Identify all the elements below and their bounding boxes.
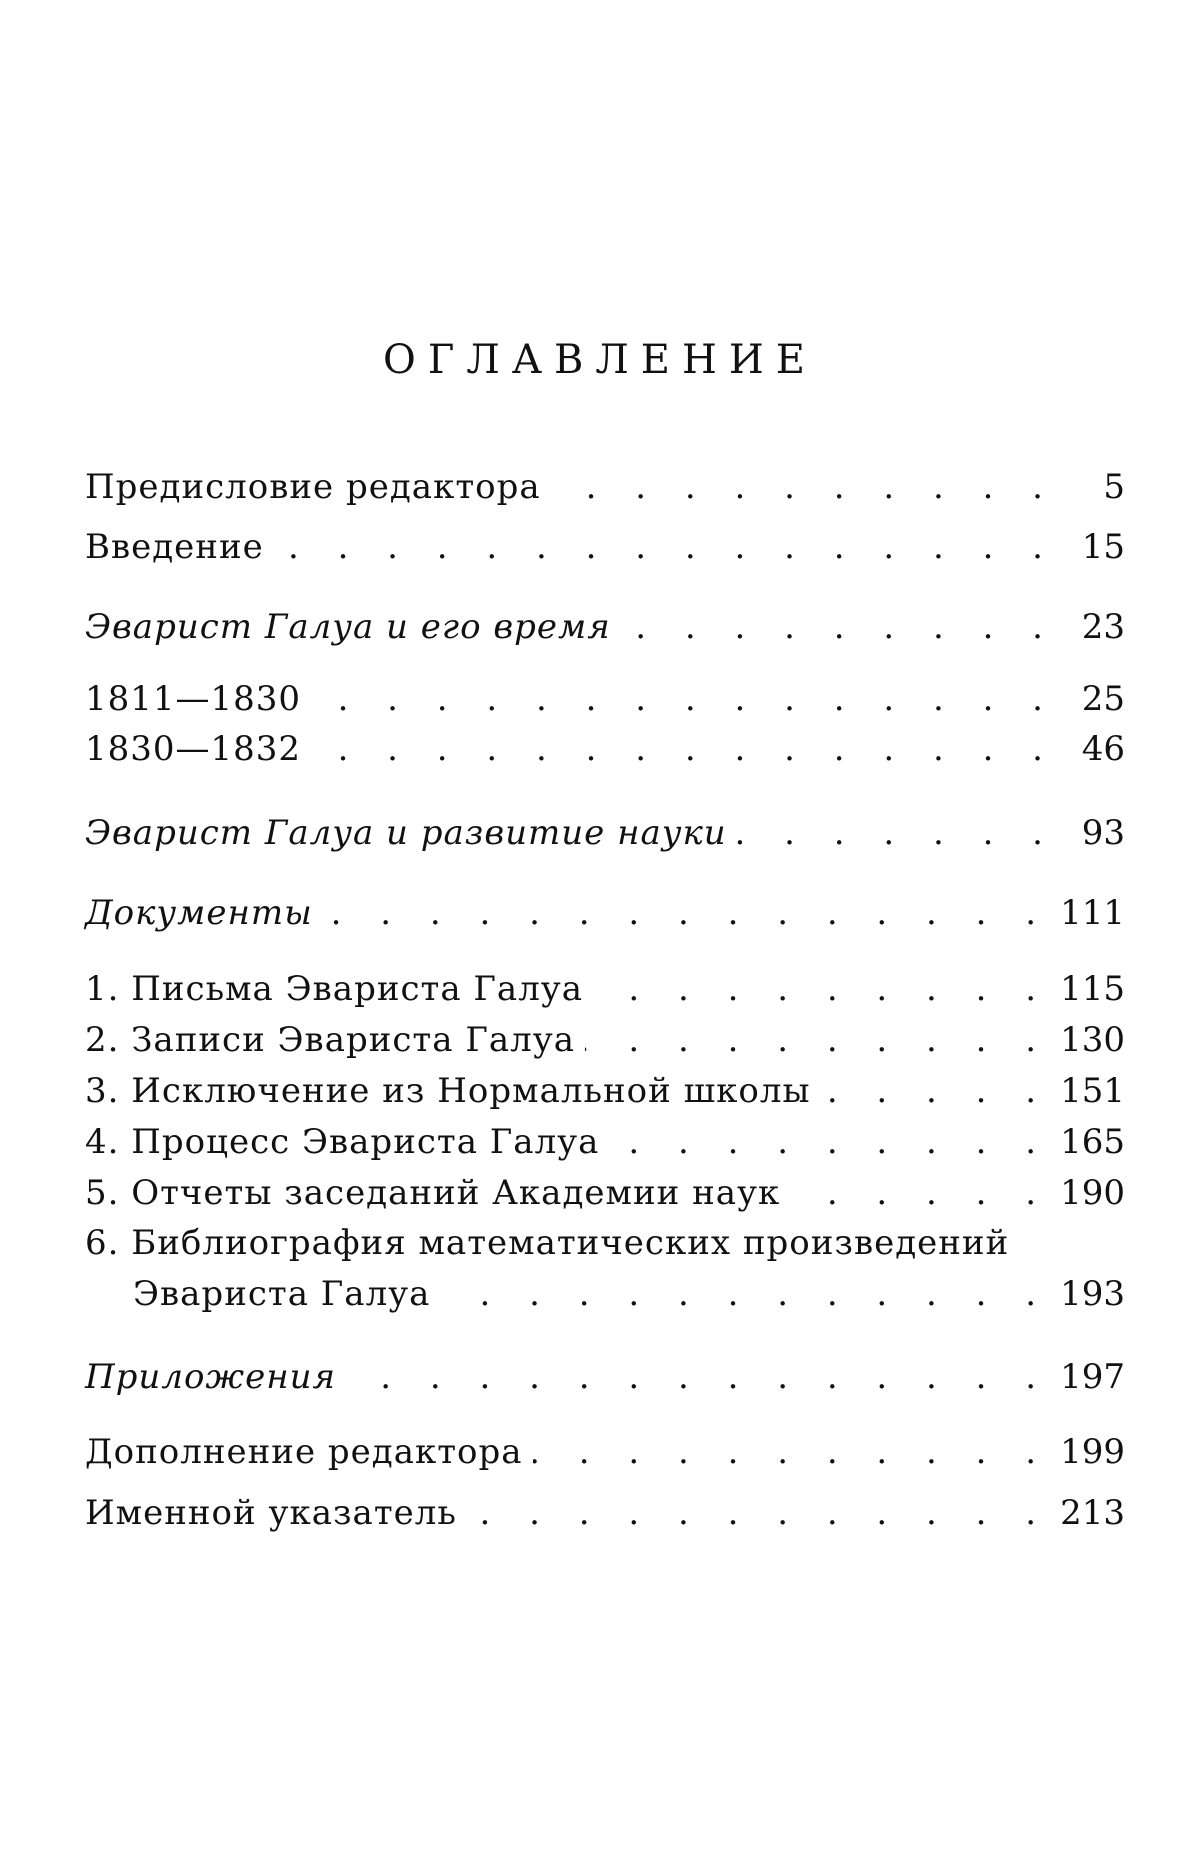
dot-leader [533, 1431, 1051, 1473]
toc-section-entry[interactable] [85, 886, 1125, 934]
toc-entry-title: Введение [85, 527, 264, 567]
toc-entry[interactable] [85, 1425, 1125, 1473]
toc-entry[interactable] [85, 1166, 1125, 1214]
toc-entry-page: 23 [1081, 607, 1125, 647]
toc-entry-page: 199 [1060, 1432, 1125, 1472]
toc-entry-title: 6. Библиография математических произведений [85, 1223, 1010, 1263]
toc-entry-page: 190 [1060, 1173, 1125, 1213]
dot-leader [737, 812, 1057, 854]
toc-entry-page: 46 [1081, 729, 1125, 769]
toc-entry-title: Эварист Галуа и его время [85, 607, 611, 647]
dot-leader [311, 678, 1057, 720]
toc-entry-title: Именной указатель [85, 1493, 457, 1533]
toc-entry[interactable] [85, 1486, 1125, 1534]
toc-entry[interactable] [85, 460, 1125, 508]
dot-leader [621, 606, 1057, 648]
toc-entry-title: 1830—1832 [85, 729, 302, 769]
toc-entry-page: 5 [1103, 467, 1125, 507]
toc-entry-title: 5. Отчеты заседаний Академии наук [85, 1173, 781, 1213]
dot-leader [311, 728, 1057, 770]
dot-leader [274, 526, 1057, 568]
toc-entry-title: Приложения [85, 1357, 337, 1397]
toc-entry[interactable] [85, 672, 1125, 720]
dot-leader [609, 1121, 1050, 1163]
toc-entry-title: Предисловие редактора [85, 467, 541, 507]
toc-entry-continuation: Эвариста Галуа [133, 1274, 431, 1314]
dot-leader [346, 1356, 1050, 1398]
toc-entry-page: 197 [1060, 1357, 1125, 1397]
toc-entry-page: 193 [1060, 1274, 1125, 1314]
dot-leader [323, 892, 1050, 934]
dot-leader [821, 1070, 1051, 1112]
toc-entry-page: 165 [1060, 1122, 1125, 1162]
toc-entry-multiline-first[interactable] [85, 1216, 1125, 1264]
toc-entry-page: 213 [1060, 1493, 1125, 1533]
toc-entry-title: 4. Процесс Эвариста Галуа [85, 1122, 600, 1162]
toc-entry-title: Эварист Галуа и развитие науки [85, 813, 727, 853]
toc-entry-page: 93 [1081, 813, 1125, 853]
dot-leader [440, 1273, 1050, 1315]
toc-entry-page: 130 [1060, 1020, 1125, 1060]
toc-entry-page: 111 [1060, 893, 1125, 933]
toc-entry-title: 1. Письма Эвариста Галуа [85, 969, 584, 1009]
toc-entry[interactable] [85, 1115, 1125, 1163]
dot-leader [790, 1172, 1050, 1214]
toc-entry-page: 115 [1060, 969, 1125, 1009]
toc-entry-title: 2. Записи Эвариста Галуа [85, 1020, 575, 1060]
toc-entry-page: 15 [1081, 527, 1125, 567]
toc-entry[interactable] [85, 520, 1125, 568]
toc-entry[interactable] [85, 1013, 1125, 1061]
toc-entry[interactable] [85, 962, 1125, 1010]
toc-section-entry[interactable] [85, 1350, 1125, 1398]
toc-entry-title: Дополнение редактора [85, 1432, 523, 1472]
toc-section-entry[interactable] [85, 806, 1125, 854]
dot-leader [585, 1019, 1050, 1061]
dot-leader [467, 1492, 1050, 1534]
toc-entry-title: 3. Исключение из Нормальной школы [85, 1071, 811, 1111]
toc-section-entry[interactable] [85, 600, 1125, 648]
toc-entry-page: 25 [1081, 679, 1125, 719]
toc-entry-multiline-second[interactable] [133, 1267, 1125, 1315]
page-title: ОГЛАВЛЕНИЕ [383, 337, 817, 383]
toc-entry-title: 1811—1830 [85, 679, 302, 719]
toc-entry-title: Документы [85, 893, 313, 933]
dot-leader [593, 968, 1050, 1010]
toc-entry[interactable] [85, 722, 1125, 770]
dot-leader [551, 466, 1057, 508]
toc-entry[interactable] [85, 1064, 1125, 1112]
toc-entry-page: 151 [1060, 1071, 1125, 1111]
